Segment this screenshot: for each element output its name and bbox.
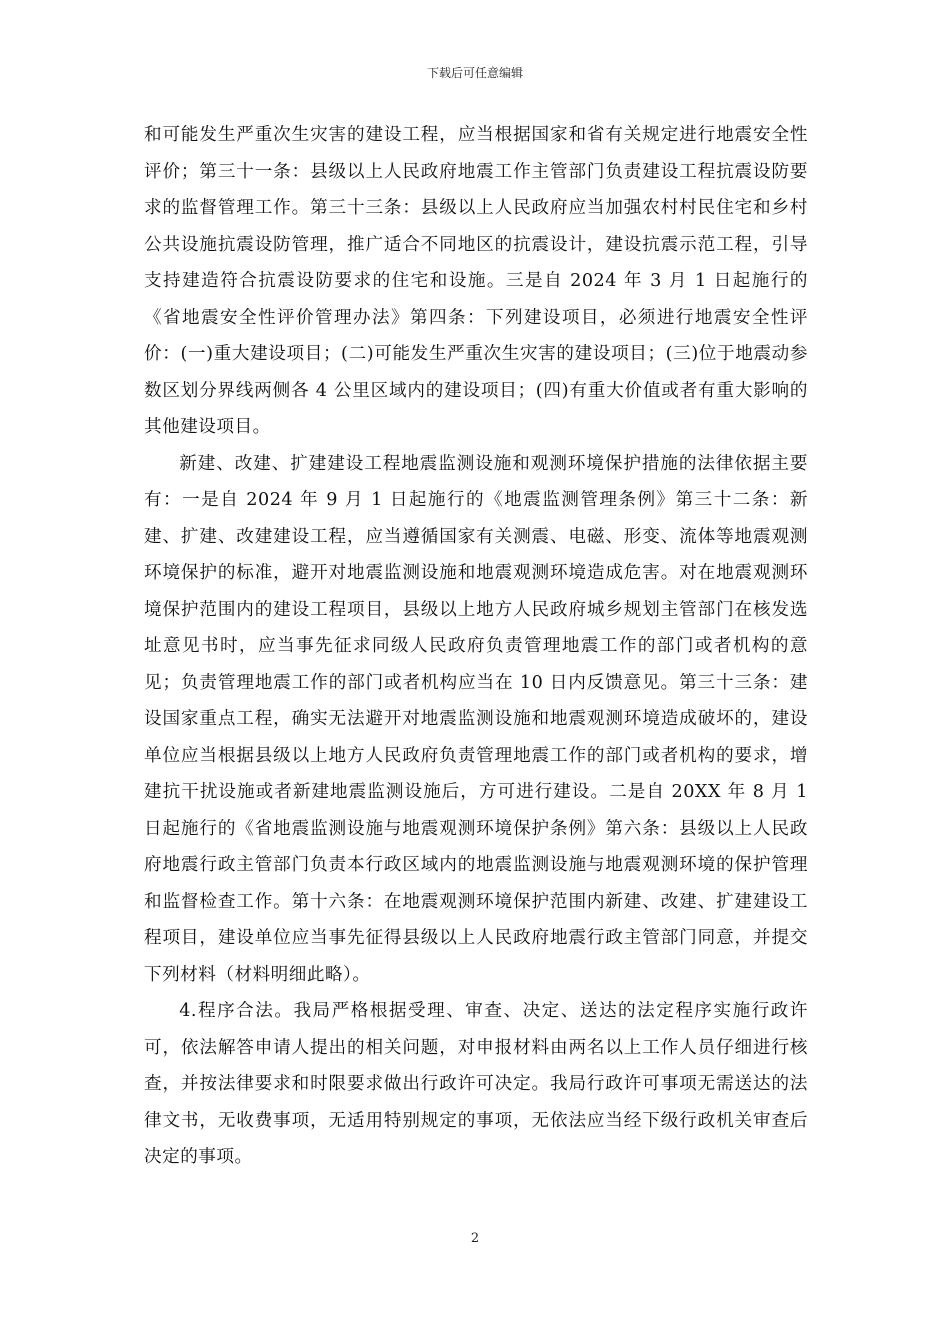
paragraph-legal-basis: 新建、改建、扩建建设工程地震监测设施和观测环境保护措施的法律依据主要有：一是自 2024 年 9 月 1 日起施行的《地震监测管理条例》第三十二条：新建、扩建、改建建设工程，应当遵循国家有关测震、电磁、形变、流体等地震观测环境保护的标准，避开对地震监测设施和地震观测环境造成危害。对在地震观测环境保护范围内的建设工程项目，县级以上地方人民政府城乡规划主管部门在核发选址意见书时，应当事先征求同级人民政府负责管理地震工作的部门或者机构的意见；负责管理地震工作的部门或者机构应当在 10 日内反馈意见。第三十三条：建设国家重点工程，确实无法避开对地震监测设施和地震观测环境造成破坏的，建设单位应当根据县级以上地方人民政府负责管理地震工作的部门或者机构的要求，增建抗干扰设施或者新建地震监测设施后，方可进行建设。二是自 20XX 年 8 月 1 日起施行的《省地震监测设施与地震观测环境保护条例》第六条：县级以上人民政府地震行政主管部门负责本行政区域内的地震监测设施与地震观测环境的保护管理和监督检查工作。第十六条：在地震观测环境保护范围内新建、改建、扩建建设工程项目，建设单位应当事先征得县级以上人民政府地震行政主管部门同意，并提交下列材料（材料明细此略）。: [144, 453, 808, 985]
paragraph-procedure: 4.程序合法。我局严格根据受理、审查、决定、送达的法定程序实施行政许可，依法解答申请人提出的相关问题，对申报材料由两名以上工作人员仔细进行核查，并按法律要求和时限要求做出行政许可决定。我局行政许可事项无需送达的法律文书，无收费事项，无适用特别规定的事项，无依法应当经下级行政机关审查后决定的事项。: [144, 1001, 808, 1167]
document-body: [144, 117, 808, 1176]
page-number: 2: [470, 1231, 480, 1246]
paragraph-continuation: 和可能发生严重次生灾害的建设工程，应当根据国家和省有关规定进行地震安全性评价；第三十一条：县级以上人民政府地震工作主管部门负责建设工程抗震设防要求的监督管理工作。第三十三条：县级以上人民政府应当加强农村村民住宅和乡村公共设施抗震设防管理，推广适合不同地区的抗震设计，建设抗震示范工程，引导支持建造符合抗震设防要求的住宅和设施。三是自 2024 年 3 月 1 日起施行的《省地震安全性评价管理办法》第四条：下列建设项目，必须进行地震安全性评价：(一)重大建设项目；(二)可能发生严重次生灾害的建设项目；(三)位于地震动参数区划分界线两侧各 4 公里区域内的建设项目；(四)有重大价值或者有重大影响的其他建设项目。: [144, 125, 808, 437]
page-header: 下载后可任意编辑: [426, 66, 523, 80]
